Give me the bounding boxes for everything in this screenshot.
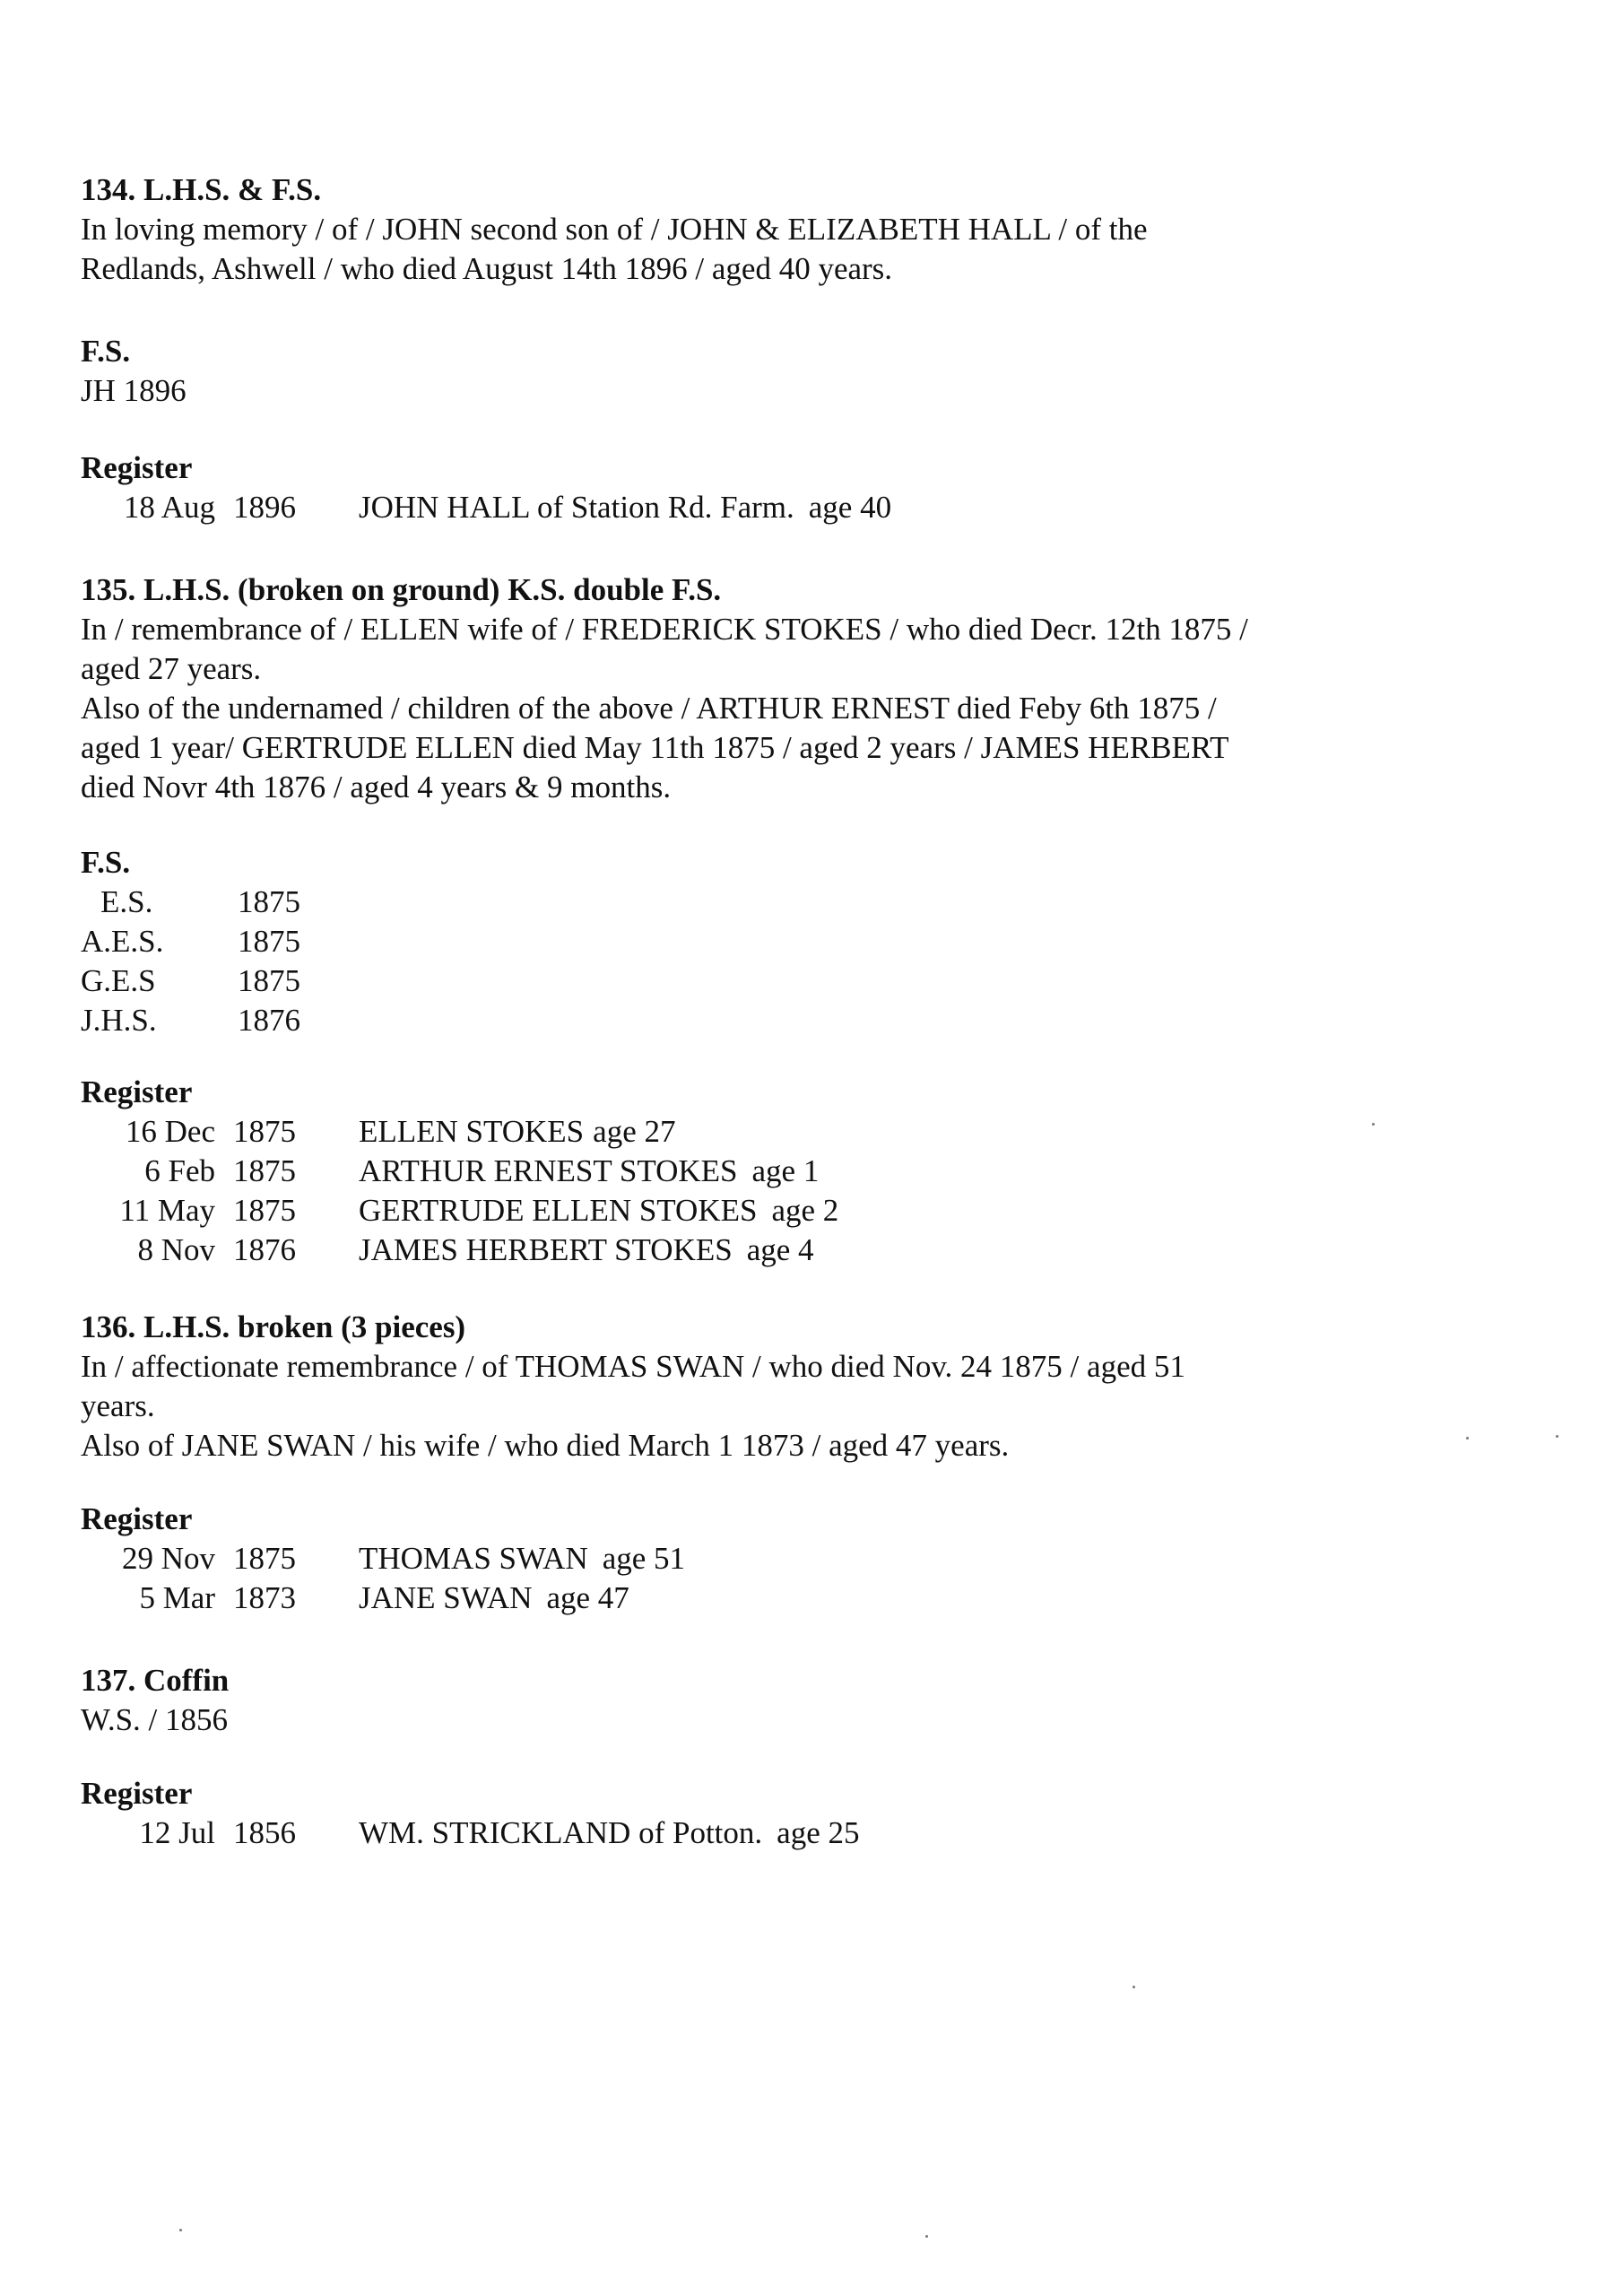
inscription-line: In loving memory / of / JOHN second son of / JOHN & ELIZABETH HALL / of the (81, 212, 1148, 247)
register-row (81, 1813, 1372, 1853)
scan-speck (925, 2235, 928, 2238)
register-name: THOMAS SWAN (359, 1541, 588, 1576)
fs-year: 1875 (238, 963, 300, 998)
fs-row (81, 1001, 1372, 1040)
register-row (81, 1152, 1372, 1191)
register-year: 1875 (233, 1114, 296, 1149)
register-name: ELLEN STOKES (359, 1114, 585, 1149)
register-date: 6 Feb (144, 1153, 215, 1188)
register-row (81, 1231, 1372, 1270)
register-row (81, 488, 1372, 527)
fs-row (81, 961, 1372, 1001)
register-label: Register (81, 1501, 193, 1536)
entry-136 (81, 1308, 1372, 1465)
register-name: ARTHUR ERNEST STOKES (359, 1153, 738, 1188)
register-name: JAMES HERBERT STOKES (359, 1232, 733, 1267)
register-age: age 51 (602, 1541, 686, 1576)
register-year: 1875 (233, 1541, 296, 1576)
register-age: age 1 (751, 1153, 820, 1188)
inscription-line: Also of the undernamed / children of the above / ARTHUR ERNEST died Feby 6th 1875 / (81, 691, 1217, 726)
register-row (81, 1191, 1372, 1231)
register-name: JOHN HALL of Station Rd. Farm. (359, 490, 794, 525)
fs-label: F.S. (81, 334, 131, 369)
scan-speck (1133, 1986, 1135, 1988)
fs-initials: J.H.S. (81, 1003, 157, 1038)
entry-137-register (81, 1774, 1372, 1853)
entry-135 (81, 570, 1372, 807)
inscription-line: died Novr 4th 1876 / aged 4 years & 9 months. (81, 770, 672, 804)
register-date: 12 Jul (139, 1815, 215, 1850)
register-date: 29 Nov (121, 1541, 215, 1576)
register-label: Register (81, 1074, 193, 1109)
register-row (81, 1578, 1372, 1618)
register-date: 11 May (119, 1193, 215, 1228)
entry-134-fs (81, 332, 1372, 411)
register-age: age 25 (777, 1815, 860, 1850)
entry-134 (81, 170, 1372, 289)
register-year: 1875 (233, 1193, 296, 1228)
entry-heading: 136. L.H.S. broken (3 pieces) (81, 1309, 466, 1344)
register-label: Register (81, 450, 193, 485)
register-label: Register (81, 1776, 193, 1811)
register-name: WM. STRICKLAND of Potton. (359, 1815, 763, 1850)
register-age: age 4 (746, 1232, 814, 1267)
entry-heading: 134. L.H.S. & F.S. (81, 172, 322, 207)
fs-year: 1875 (238, 884, 300, 919)
inscription-line: In / affectionate remembrance / of THOMAS SWAN / who died Nov. 24 1875 / aged 51 (81, 1349, 1185, 1384)
scan-speck (1466, 1437, 1469, 1439)
fs-year: 1876 (238, 1003, 300, 1038)
entry-135-fs (81, 843, 1372, 1040)
fs-line: JH 1896 (81, 373, 187, 408)
scan-speck (1556, 1435, 1558, 1438)
entry-136-register (81, 1500, 1372, 1618)
inscription-line: aged 1 year/ GERTRUDE ELLEN died May 11th 1875 / aged 2 years / JAMES HERBERT (81, 730, 1229, 765)
fs-row (81, 883, 1372, 922)
entry-134-register (81, 448, 1372, 527)
fs-year: 1875 (238, 924, 300, 959)
register-date: 5 Mar (139, 1580, 215, 1615)
fs-initials: G.E.S (81, 963, 156, 998)
register-date: 16 Dec (125, 1114, 215, 1149)
register-year: 1856 (233, 1815, 296, 1850)
register-age: age 40 (808, 490, 892, 525)
register-year: 1876 (233, 1232, 296, 1267)
register-name: GERTRUDE ELLEN STOKES (359, 1193, 758, 1228)
fs-initials: E.S. (100, 884, 153, 919)
inscription-line: years. (81, 1388, 155, 1423)
register-year: 1896 (233, 490, 296, 525)
register-age: age 47 (546, 1580, 629, 1615)
entry-heading: 135. L.H.S. (broken on ground) K.S. double F.S. (81, 572, 722, 607)
fs-row (81, 922, 1372, 961)
register-age: age 27 (593, 1114, 676, 1149)
register-date: 8 Nov (137, 1232, 215, 1267)
register-year: 1873 (233, 1580, 296, 1615)
inscription-line: W.S. / 1856 (81, 1702, 229, 1737)
entry-heading: 137. Coffin (81, 1663, 230, 1698)
inscription-line: aged 27 years. (81, 651, 262, 686)
register-row (81, 1112, 1372, 1152)
register-row (81, 1539, 1372, 1578)
fs-label: F.S. (81, 845, 131, 880)
register-year: 1875 (233, 1153, 296, 1188)
entry-137 (81, 1661, 1372, 1740)
scan-speck (1372, 1123, 1375, 1126)
fs-initials: A.E.S. (81, 924, 164, 959)
inscription-line: Also of JANE SWAN / his wife / who died March 1 1873 / aged 47 years. (81, 1428, 1010, 1463)
register-name: JANE SWAN (359, 1580, 533, 1615)
inscription-line: In / remembrance of / ELLEN wife of / FREDERICK STOKES / who died Decr. 12th 1875 / (81, 612, 1248, 647)
register-age: age 2 (771, 1193, 839, 1228)
scan-speck (179, 2229, 182, 2231)
inscription-line: Redlands, Ashwell / who died August 14th 1896 / aged 40 years. (81, 251, 893, 286)
register-date: 18 Aug (123, 490, 215, 525)
entry-135-register (81, 1073, 1372, 1270)
